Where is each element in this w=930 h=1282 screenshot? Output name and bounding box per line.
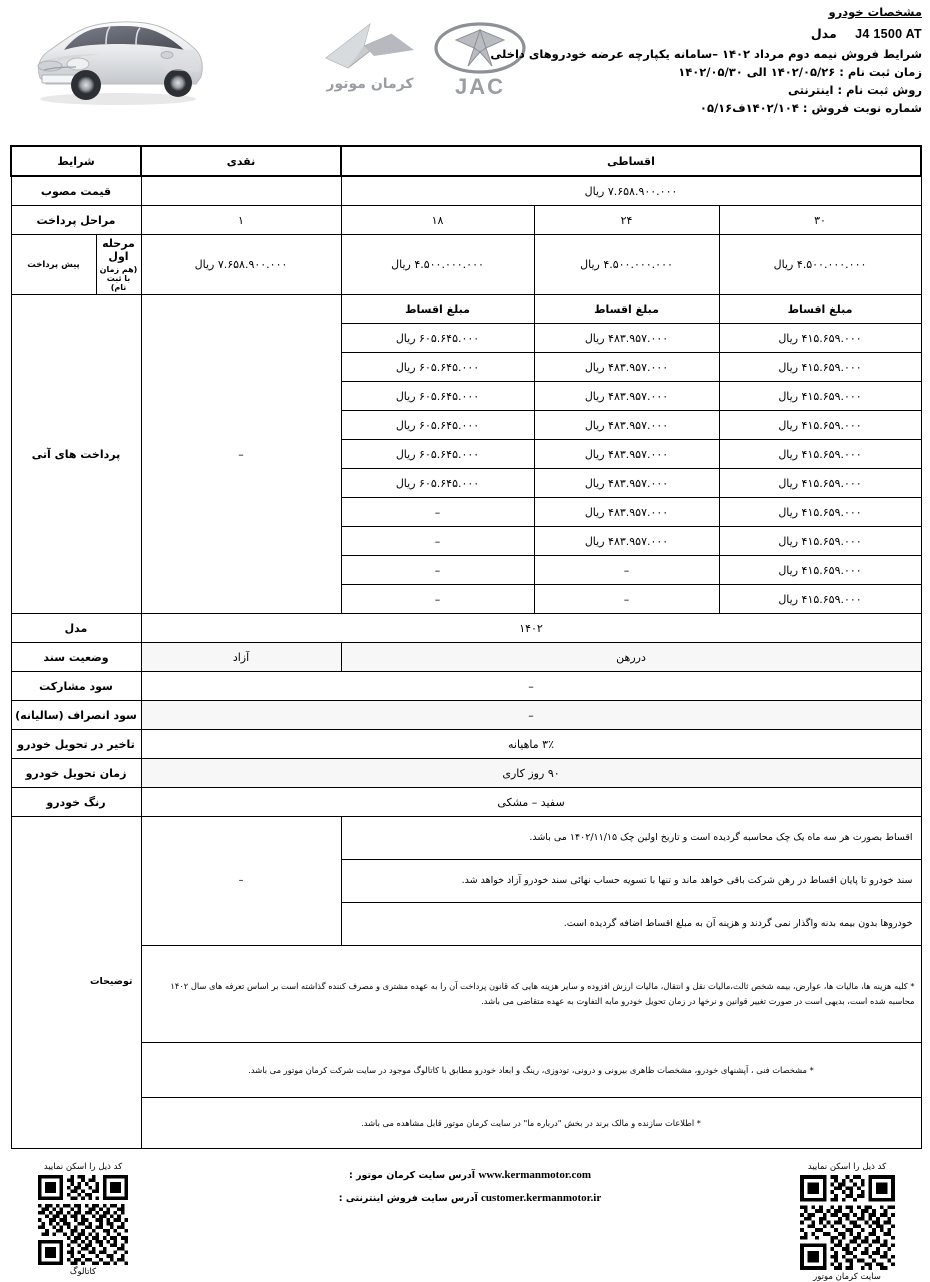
installment-18-6: ۶۰۵.۶۴۵.۰۰۰ ریال	[341, 469, 534, 498]
address-site-value[interactable]: www.kermanmotor.com	[478, 1169, 592, 1181]
row-label-model-year: مدل	[11, 614, 141, 643]
approved-price-cash	[141, 176, 341, 206]
qr-code-website-icon[interactable]	[800, 1175, 895, 1270]
table-header-row	[11, 146, 921, 176]
table-row-payment-stages	[11, 206, 921, 235]
installment-subheader-30: مبلغ اقساط	[719, 295, 921, 324]
header-text-block	[490, 4, 922, 117]
model-value: J4 1500 AT	[855, 26, 922, 41]
document-status-installment: دررهن	[341, 643, 921, 672]
installment-24-8: ۴۸۳.۹۵۷.۰۰۰ ریال	[534, 527, 719, 556]
note-text-2: سند خودرو تا پایان اقساط در رهن شرکت باقی خواهد ماند و تنها با تسویه حساب نهائی سند خودرو آزاد خواهد شد.	[341, 860, 921, 903]
note-text-1: اقساط بصورت هر سه ماه یک چک محاسبه گردیده است و تاریخ اولین چک ۱۴۰۲/۱۱/۱۵ می باشد.	[341, 817, 921, 860]
table-row-note-1	[11, 817, 921, 860]
sale-round-number-line: شماره نوبت فروش : ۱۴۰۲/۱۰۴ف۰۵/۱۶	[699, 100, 922, 115]
approved-price-installment: ۷.۶۵۸.۹۰۰.۰۰۰ ریال	[341, 176, 921, 206]
document-header	[0, 0, 930, 142]
installment-subheader-24: مبلغ اقساط	[534, 295, 719, 324]
prepayment-cash: ۷.۶۵۸.۹۰۰.۰۰۰ ریال	[141, 235, 341, 295]
bullet-text-3: * اطلاعات سازنده و مالک برند در بخش "درباره ما" در سایت کرمان موتور قابل مشاهده می باشد.	[141, 1098, 921, 1149]
document-status-cash: آزاد	[141, 643, 341, 672]
installment-18-5: ۶۰۵.۶۴۵.۰۰۰ ریال	[341, 440, 534, 469]
registration-method-line: روش ثبت نام : اینترنتی	[788, 82, 922, 97]
registration-time-line: زمان ثبت نام : ۱۴۰۲/۰۵/۲۶ الی ۱۴۰۲/۰۵/۳۰	[678, 65, 922, 79]
installment-30-6: ۴۱۵.۶۵۹.۰۰۰ ریال	[719, 469, 921, 498]
installment-30-7: ۴۱۵.۶۵۹.۰۰۰ ریال	[719, 498, 921, 527]
table-row-bullet-1	[11, 946, 921, 1043]
address-shop-value[interactable]: customer.kermanmotor.ir	[481, 1192, 602, 1205]
installment-18-7: –	[341, 498, 534, 527]
installment-18-1: ۶۰۵.۶۴۵.۰۰۰ ریال	[341, 324, 534, 353]
sale-conditions-line: شرایط فروش نیمه دوم مرداد ۱۴۰۲ –سامانه یکپارچه عرضه خودروهای داخلی	[490, 47, 922, 62]
qr-block-catalog	[8, 1162, 158, 1277]
installment-18-9: –	[341, 556, 534, 585]
cash-future-payments: –	[141, 295, 341, 614]
table-row-document-status	[11, 643, 921, 672]
installment-18-8: –	[341, 527, 534, 556]
table-row-car-color	[11, 788, 921, 817]
jac-wordmark: JAC	[454, 74, 506, 99]
stage-count-30: ۳۰	[719, 206, 921, 235]
prepayment-30: ۴.۵۰۰.۰۰۰.۰۰۰ ریال	[719, 235, 921, 295]
installment-24-3: ۴۸۳.۹۵۷.۰۰۰ ریال	[534, 382, 719, 411]
installment-18-4: ۶۰۵.۶۴۵.۰۰۰ ریال	[341, 411, 534, 440]
notes-cash-dash: –	[141, 817, 341, 946]
address-shop-label: آدرس سایت فروش اینترنتی :	[338, 1193, 478, 1205]
table-row-delivery-time	[11, 759, 921, 788]
row-label-prepayment: پیش پرداخت	[11, 235, 96, 295]
row-label-payment-stages: مراحل پرداخت	[11, 206, 141, 235]
kerman-motor-logo-icon	[318, 16, 423, 102]
row-label-participation-profit: سود مشارکت	[11, 672, 141, 701]
model-line	[542, 24, 922, 44]
bullet-text-2: * مشخصات فنی ، آپشنهای خودرو، مشخصات ظاهری بیرونی و درونی، تودوزی، رینگ و ابعاد خودرو مطابق با کاتالوگ موجود در سایت شرکت کرمان موتور می باشد.	[141, 1043, 921, 1098]
address-site-label: آدرس سایت کرمان موتور :	[348, 1170, 476, 1181]
page-title: مشخصات خودرو	[828, 5, 922, 19]
row-label-approved-price: قیمت مصوب	[11, 176, 141, 206]
qr-left-caption: کد ذیل را اسکن نمایید	[43, 1162, 123, 1172]
col-header-cash: نقدی	[141, 146, 341, 176]
model-label: مدل	[810, 25, 837, 41]
stage-one-label: مرحله اول	[102, 237, 135, 263]
row-label-descriptions: توضیحات	[11, 817, 141, 1149]
row-label-future-payments: پرداخت های آتی	[11, 295, 141, 614]
address-block	[255, 1164, 685, 1210]
installment-30-4: ۴۱۵.۶۵۹.۰۰۰ ریال	[719, 411, 921, 440]
note-text-3: خودروها بدون بیمه بدنه واگذار نمی گردند و هزینه آن به مبلغ اقساط اضافه گردیده است.	[341, 903, 921, 946]
sales-conditions-table	[10, 145, 922, 1149]
table-row-approved-price	[11, 176, 921, 206]
installment-24-2: ۴۸۳.۹۵۷.۰۰۰ ریال	[534, 353, 719, 382]
installment-24-7: ۴۸۳.۹۵۷.۰۰۰ ریال	[534, 498, 719, 527]
installment-30-8: ۴۱۵.۶۵۹.۰۰۰ ریال	[719, 527, 921, 556]
row-label-conditions: شرایط	[11, 146, 141, 176]
col-header-installment: اقساطی	[341, 146, 921, 176]
car-color-value: سفید – مشکی	[141, 788, 921, 817]
installment-30-10: ۴۱۵.۶۵۹.۰۰۰ ریال	[719, 585, 921, 614]
stage-count-18: ۱۸	[341, 206, 534, 235]
qr-left-sublabel: کاتالوگ	[69, 1267, 97, 1277]
table-row-model-year	[11, 614, 921, 643]
qr-right-caption: کد ذیل را اسکن نمایید	[807, 1162, 887, 1172]
kerman-motor-wordmark: کرمان موتور	[326, 76, 414, 92]
row-label-delivery-time: زمان تحویل خودرو	[11, 759, 141, 788]
installment-30-2: ۴۱۵.۶۵۹.۰۰۰ ریال	[719, 353, 921, 382]
car-photo	[18, 4, 218, 108]
installment-30-3: ۴۱۵.۶۵۹.۰۰۰ ریال	[719, 382, 921, 411]
table-row-bullet-2	[11, 1043, 921, 1098]
installment-18-3: ۶۰۵.۶۴۵.۰۰۰ ریال	[341, 382, 534, 411]
table-row-installment-subheader	[11, 295, 921, 324]
stage-one-sublabel: (هم زمان با ثبت نام)	[99, 265, 138, 292]
row-label-car-color: رنگ خودرو	[11, 788, 141, 817]
table-row-prepayment	[11, 235, 921, 295]
stage-count-cash: ۱	[141, 206, 341, 235]
table-row-delivery-delay	[11, 730, 921, 759]
installment-30-9: ۴۱۵.۶۵۹.۰۰۰ ریال	[719, 556, 921, 585]
installment-subheader-18: مبلغ اقساط	[341, 295, 534, 324]
table-row-withdrawal-profit	[11, 701, 921, 730]
car-illustration-svg	[18, 4, 218, 108]
row-label-withdrawal-profit: سود انصراف (سالیانه)	[11, 701, 141, 730]
address-site-line	[255, 1164, 685, 1187]
table-row-participation-profit	[11, 672, 921, 701]
delivery-delay-value: ۳٪ ماهیانه	[141, 730, 921, 759]
document-footer	[0, 1162, 930, 1280]
withdrawal-profit-value: –	[141, 701, 921, 730]
prepayment-24: ۴.۵۰۰.۰۰۰.۰۰۰ ریال	[534, 235, 719, 295]
qr-code-catalog-icon[interactable]	[38, 1175, 128, 1265]
installment-30-1: ۴۱۵.۶۵۹.۰۰۰ ریال	[719, 324, 921, 353]
table-row-bullet-3	[11, 1098, 921, 1149]
row-label-document-status: وضعیت سند	[11, 643, 141, 672]
installment-24-5: ۴۸۳.۹۵۷.۰۰۰ ریال	[534, 440, 719, 469]
qr-right-sublabel: سایت کرمان موتور	[813, 1272, 881, 1282]
model-year-value: ۱۴۰۲	[141, 614, 921, 643]
installment-24-10: –	[534, 585, 719, 614]
bullet-text-1: * کلیه هزینه ها، مالیات ها، عوارض، بیمه شخص ثالث،مالیات نقل و انتقال، مالیات ارزش افزوده و سایر هزینه هایی که قانون پرداخت آن را به عهده مشتری و مصرف کننده گذاشته است بر اساس تعرفه های سال ۱۴۰۲ محاسبه شده است، بدیهی است در صورت تغییر قوانین و نرخها در زمان تحویل خودرو مابه التفاوت به عهده متقاضی می باشد.	[141, 946, 921, 1043]
delivery-time-value: ۹۰ روز کاری	[141, 759, 921, 788]
installment-18-10: –	[341, 585, 534, 614]
qr-block-website	[772, 1162, 922, 1282]
row-label-stage-one	[96, 235, 141, 295]
prepayment-18: ۴.۵۰۰.۰۰۰.۰۰۰ ریال	[341, 235, 534, 295]
installment-30-5: ۴۱۵.۶۵۹.۰۰۰ ریال	[719, 440, 921, 469]
installment-24-4: ۴۸۳.۹۵۷.۰۰۰ ریال	[534, 411, 719, 440]
row-label-delivery-delay: تاخیر در تحویل خودرو	[11, 730, 141, 759]
installment-24-1: ۴۸۳.۹۵۷.۰۰۰ ریال	[534, 324, 719, 353]
installment-18-2: ۶۰۵.۶۴۵.۰۰۰ ریال	[341, 353, 534, 382]
stage-count-24: ۲۴	[534, 206, 719, 235]
participation-profit-value: –	[141, 672, 921, 701]
address-shop-line	[255, 1187, 685, 1210]
installment-24-6: ۴۸۳.۹۵۷.۰۰۰ ریال	[534, 469, 719, 498]
installment-24-9: –	[534, 556, 719, 585]
